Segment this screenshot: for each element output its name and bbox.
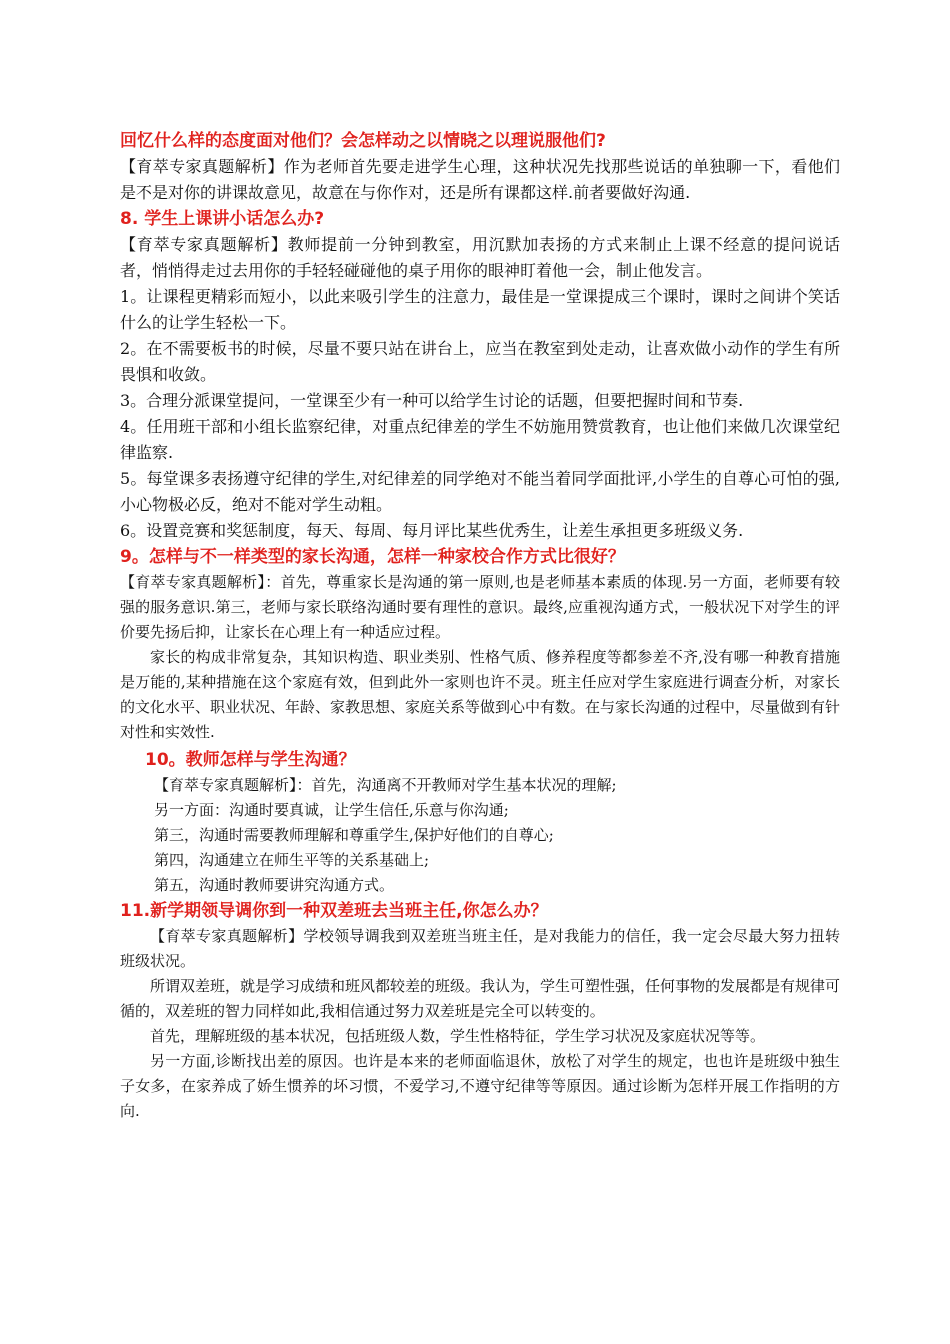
answer-8-item: 3。合理分派课堂提问，一堂课至少有一种可以给学生讨论的话题，但要把握时间和节奏.	[120, 391, 744, 410]
answer-8-intro-text: 教师提前一分钟到教室，用沉默加表扬的方式来制止上课不经意的提问说话者，悄悄得走过去用你的手轻轻碰碰他的桌子用你的眼神盯着他一会，制止他发言。	[120, 235, 840, 280]
answer-11-paragraph-3: 首先，理解班级的基本状况，包括班级人数，学生性格特征，学生学习状况及家庭状况等等。	[150, 1027, 766, 1045]
answer-tag: 【育萃专家真题解析】	[120, 157, 284, 176]
answer-10-line: 第四，沟通建立在师生平等的关系基础上;	[154, 851, 430, 869]
question-10: 10。教师怎样与学生沟通？	[145, 750, 356, 770]
answer-11-paragraph-1	[120, 924, 840, 974]
answer-8-item: 6。设置竞赛和奖惩制度，每天、每周、每月评比某些优秀生，让差生承担更多班级义务.	[120, 521, 744, 540]
answer-9-p1-text: ：首先，尊重家长是沟通的第一原则,也是老师基本素质的体现.另一方面，老师要有较强的服务意识.第三，老师与家长联络沟通时要有理性的意识。最终,应重视沟通方式，一般状况下对学生的评价要先扬后抑，让家长在心理上有一种适应过程。	[120, 573, 840, 641]
answer-tag: 【育萃专家真题解析】	[120, 573, 266, 591]
answer-7	[120, 154, 840, 206]
answer-tag: 【育萃专家真题解析】	[150, 927, 304, 945]
answer-10-line: 第三，沟通时需要教师理解和尊重学生,保护好他们的自尊心;	[154, 826, 554, 844]
answer-10-line: 另一方面：沟通时要真诚，让学生信任,乐意与你沟通;	[154, 801, 509, 819]
question-8: 8. 学生上课讲小话怎么办?	[120, 209, 325, 229]
answer-8-item: 2。在不需要板书的时候，尽量不要只站在讲台上，应当在教室到处走动，让喜欢做小动作的学生有所畏惧和收敛。	[120, 339, 840, 384]
answer-8-item: 1。让课程更精彩而短小，以此来吸引学生的注意力，最佳是一堂课提成三个课时，课时之间讲个笑话什么的让学生轻松一下。	[120, 287, 840, 332]
answer-10-line: 第五，沟通时教师要讲究沟通方式。	[154, 876, 395, 894]
answer-11-paragraph-4: 另一方面,诊断找出差的原因。也许是本来的老师面临退休，放松了对学生的规定，也也许是班级中独生子女多，在家养成了娇生惯养的坏习惯，不爱学习,不遵守纪律等等原因。通过诊断为怎样开展工作指明的方向.	[120, 1052, 840, 1120]
answer-10-line-1-text: ：首先，沟通离不开教师对学生基本状况的理解;	[296, 776, 617, 794]
answer-tag: 【育萃专家真题解析】	[154, 776, 297, 794]
question-11: 11.新学期领导调你到一种双差班去当班主任,你怎么办？	[120, 901, 548, 921]
answer-8-item: 4。任用班干部和小组长监察纪律，对重点纪律差的学生不妨施用赞赏教育，也让他们来做几次课堂纪律监察.	[120, 417, 840, 462]
answer-9-paragraph-1	[120, 570, 840, 645]
answer-7-text: 作为老师首先要走进学生心理，这种状况先找那些说话的单独聊一下，看他们是不是对你的讲课故意见，故意在与你作对，还是所有课都这样.前者要做好沟通.	[120, 157, 840, 202]
answer-9-paragraph-2: 家长的构成非常复杂，其知识构造、职业类别、性格气质、修养程度等都参差不齐,没有哪一种教育措施是万能的,某种措施在这个家庭有效，但到此外一家则也许不灵。班主任应对学生家庭进行调查分析，对家长的文化水平、职业状况、年龄、家教思想、家庭关系等做到心中有数。在与家长沟通的过程中，尽量做到有针对性和实效性.	[120, 648, 841, 741]
answer-tag: 【育萃专家真题解析】	[120, 235, 288, 254]
answer-8-item: 5。每堂课多表扬遵守纪律的学生,对纪律差的同学绝对不能当着同学面批评,小学生的自尊心可怕的强,小心物极必反，绝对不能对学生动粗。	[120, 469, 840, 514]
answer-8-intro	[120, 232, 840, 284]
question-9: 9。怎样与不一样类型的家长沟通，怎样一种家校合作方式比很好？	[120, 547, 625, 567]
answer-11-p1-text: 学校领导调我到双差班当班主任，是对我能力的信任，我一定会尽最大努力扭转班级状况。	[120, 927, 840, 970]
answer-10-line	[120, 773, 840, 798]
answer-11-paragraph-2: 所谓双差班，就是学习成绩和班风都较差的班级。我认为，学生可塑性强，任何事物的发展都是有规律可循的，双差班的智力同样如此,我相信通过努力双差班是完全可以转变的。	[120, 977, 841, 1020]
question-7-tail: 回忆什么样的态度面对他们？会怎样动之以情晓之以理说服他们?	[120, 131, 606, 151]
document-page	[120, 128, 840, 1124]
